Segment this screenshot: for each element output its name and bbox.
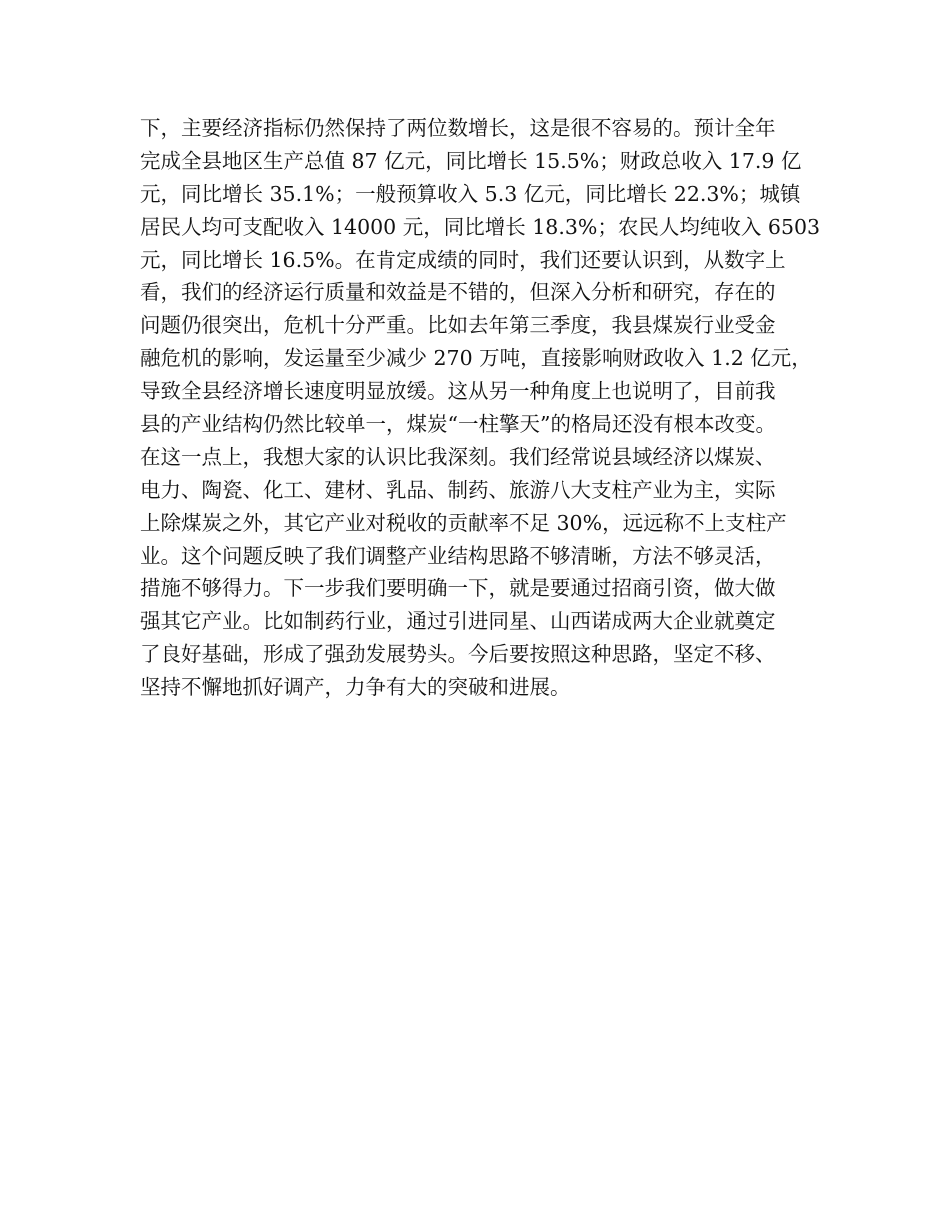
text-line: 了良好基础，形成了强劲发展势头。今后要按照这种思路，坚定不移、 [140, 642, 776, 667]
text-line: 在这一点上，我想大家的认识比我深刻。我们经常说县域经济以煤炭、 [140, 444, 776, 469]
text-line: 元，同比增长 16.5%。在肯定成绩的同时，我们还要认识到，从数字上 [140, 247, 786, 272]
text-line: 坚持不懈地抓好调产，力争有大的突破和进展。 [140, 675, 571, 700]
text-line: 措施不够得力。下一步我们要明确一下，就是要通过招商引资，做大做 [140, 576, 776, 601]
text-line: 业。这个问题反映了我们调整产业结构思路不够清晰，方法不够灵活， [140, 543, 776, 568]
text-line: 融危机的影响，发运量至少减少 270 万吨，直接影响财政收入 1.2 亿元， [140, 346, 812, 371]
text-line: 看，我们的经济运行质量和效益是不错的，但深入分析和研究，存在的 [140, 280, 776, 305]
text-line: 完成全县地区生产总值 87 亿元，同比增长 15.5%；财政总收入 17.9 亿 [140, 148, 802, 173]
body-paragraph [140, 112, 830, 704]
text-line: 强其它产业。比如制药行业，通过引进同星、山西诺成两大企业就奠定 [140, 609, 776, 634]
text-line: 问题仍很突出，危机十分严重。比如去年第三季度，我县煤炭行业受金 [140, 313, 776, 338]
text-line: 上除煤炭之外，其它产业对税收的贡献率不足 30%，远远称不上支柱产 [140, 510, 787, 535]
text-line: 居民人均可支配收入 14000 元，同比增长 18.3%；农民人均纯收入 6503 [140, 214, 821, 239]
text-line: 导致全县经济增长速度明显放缓。这从另一种角度上也说明了，目前我 [140, 379, 776, 404]
text-line: 元，同比增长 35.1%；一般预算收入 5.3 亿元，同比增长 22.3%；城镇 [140, 181, 801, 206]
text-line: 县的产业结构仍然比较单一，煤炭“一柱擎天”的格局还没有根本改变。 [140, 412, 776, 437]
text-line: 下，主要经济指标仍然保持了两位数增长，这是很不容易的。预计全年 [140, 116, 776, 140]
text-line: 电力、陶瓷、化工、建材、乳品、制药、旅游八大支柱产业为主，实际 [140, 477, 776, 502]
